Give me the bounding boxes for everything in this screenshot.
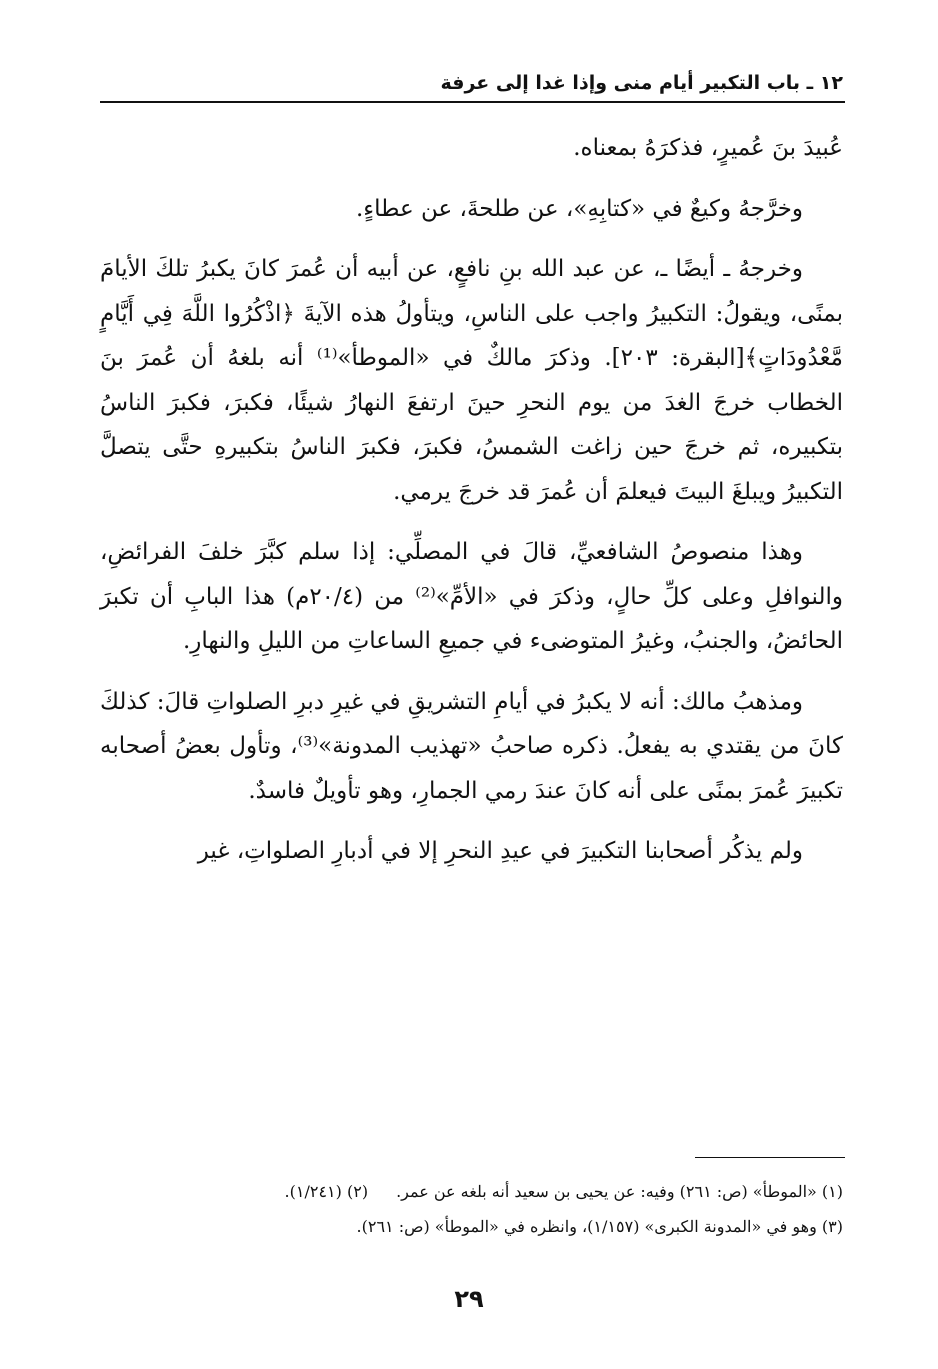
paragraph-1: عُبيدَ بنَ عُميرٍ، فذكرَهُ بمعناه. [573,135,843,161]
footnote-3: (٣) وهو في «المدونة الكبرى» (١/١٥٧)، وانظره في «الموطأ» (ص: ٢٦١). [356,1217,843,1236]
footnote-1: (١) «الموطأ» (ص: ٢٦١) وفيه: عن يحيى بن سعيد أنه بلغه عن عمر. [396,1182,843,1201]
paragraph-5: ومذهبُ مالك: أنه لا يكبرُ في أيامِ التشريقِ في غيرِ دبرِ الصلواتِ قالَ: كذلكَ كانَ من يقتدي به يفعلُ. ذكره صاحبُ «تهذيب المدونة»⁽³⁾، وتأول بعضُ أصحابه تكبيرَ عُمرَ بمنًى على أنه كانَ عندَ رمي الجمارِ، وهو تأويلٌ فاسدٌ. [100,688,843,804]
body-text [100,126,843,890]
paragraph-2: وخرَّجهُ وكيعٌ في «كتابِهِ»، عن طلحةَ، عن عطاءٍ. [355,195,803,222]
footnote-rule [695,1157,845,1158]
footnote-line-2 [100,1209,843,1244]
paragraph-4: وهذا منصوصُ الشافعيِّ، قالَ في المصلِّي: إذا سلم كبَّرَ خلفَ الفرائضِ، والنوافلِ وعلى كلِّ حالٍ، وذكرَ في «الأمِّ»⁽²⁾ من (٢٠/٤م) هذا البابِ أن تكبرَ الحائضُ، والجنبُ، وغيرُ المتوضىء في جميعِ الساعاتِ من الليلِ والنهارِ. [100,539,843,654]
page-number: ٢٩ [454,1285,484,1313]
header-rule [100,101,845,103]
footnote-2: (٢) (١/٢٤١). [284,1182,369,1201]
chapter-header: ١٢ ـ باب التكبير أيام منى وإذا غدا إلى عرفة [440,72,843,94]
paragraph-3: وخرجهُ ـ أيضًا ـ، عن عبد الله بنِ نافعٍ، عن أبيه أن عُمرَ كانَ يكبرُ تلكَ الأيامَ بمنًى، ويقولُ: التكبيرُ واجب على الناسِ، ويتأولُ هذه الآيةَ ﴿اذْكُرُوا اللَّهَ فِي أَيَّامٍ مَّعْدُودَاتٍ﴾[البقرة: ٢٠٣]. وذكرَ مالكٌ في «الموطأ»⁽¹⁾ أنه بلغهُ أن عُمرَ بنَ الخطاب خرجَ الغدَ من يوم النحرِ حينَ ارتفعَ النهارُ شيئًا، فكبرَ، فكبرَ الناسُ بتكبيره، ثم خرجَ حين زاغت الشمسُ، فكبرَ، فكبرَ الناسُ بتكبيرهِ حتَّى يتصلَّ التكبيرُ ويبلغَ البيتَ فيعلمَ أن عُمرَ قد خرجَ يرمي. [100,256,844,505]
footnote-line-1 [100,1174,843,1209]
footnotes [100,1174,843,1244]
paragraph-6: ولم يذكُر أصحابنا التكبيرَ في عيدِ النحرِ إلا في أدبارِ الصلواتِ، غير [197,838,803,864]
